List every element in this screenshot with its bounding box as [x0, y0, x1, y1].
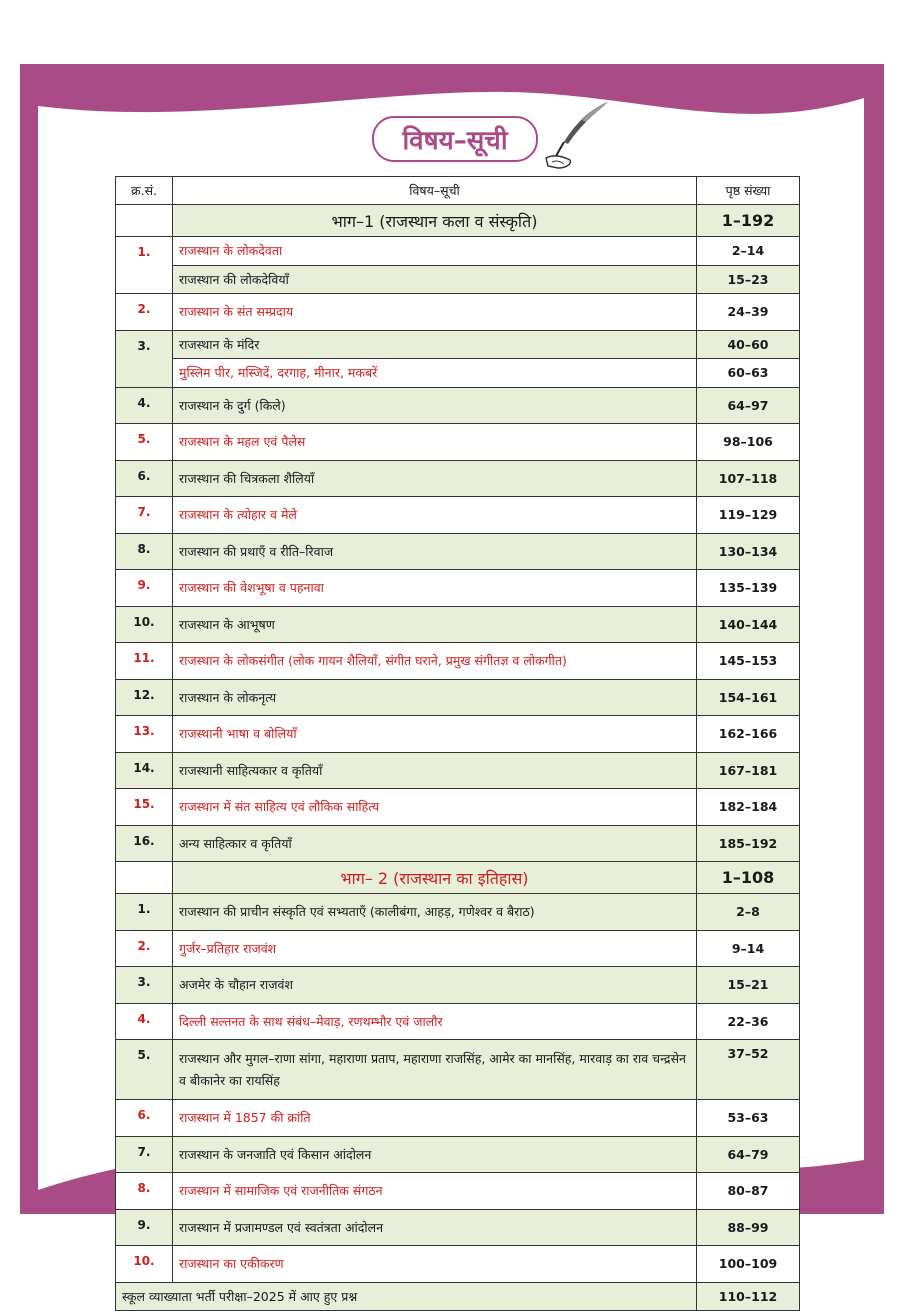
- row-topic: राजस्थान के दुर्ग (किले): [173, 387, 697, 424]
- part2-title: भाग– 2 (राजस्थान का इतिहास): [173, 862, 697, 894]
- row-number: 16.: [116, 825, 173, 862]
- row-number: 7.: [116, 497, 173, 534]
- row-pages: 98–106: [697, 424, 800, 461]
- table-row: [116, 1003, 800, 1040]
- row-topic: राजस्थान में 1857 की क्रांति: [173, 1100, 697, 1137]
- row-number: 10.: [116, 606, 173, 643]
- row-pages: 154–161: [697, 679, 800, 716]
- row-number: 2.: [116, 294, 173, 331]
- table-row: [116, 1209, 800, 1246]
- row-pages: 162–166: [697, 716, 800, 753]
- table-row: [116, 716, 800, 753]
- footer-pages: 110–112: [697, 1282, 800, 1311]
- row-pages: 119–129: [697, 497, 800, 534]
- row-number: 8.: [116, 533, 173, 570]
- row-pages: 9–14: [697, 930, 800, 967]
- row-topic: राजस्थान के लोकनृत्य: [173, 679, 697, 716]
- row-pages: 24–39: [697, 294, 800, 331]
- table-row: [116, 1246, 800, 1283]
- row-topic: राजस्थान के जनजाति एवं किसान आंदोलन: [173, 1136, 697, 1173]
- table-header-row: [116, 177, 800, 205]
- row-number: 2.: [116, 930, 173, 967]
- row-number: 15.: [116, 789, 173, 826]
- row-pages: 2–14: [697, 237, 800, 266]
- row-number: 4.: [116, 1003, 173, 1040]
- row-number: 3.: [116, 967, 173, 1004]
- part1-heading-row: [116, 205, 800, 237]
- row-pages: 22–36: [697, 1003, 800, 1040]
- table-row: [116, 825, 800, 862]
- table-row: [116, 1173, 800, 1210]
- row-pages: 60–63: [697, 359, 800, 388]
- row-number: 4.: [116, 387, 173, 424]
- row-topic: गुर्जर–प्रतिहार राजवंश: [173, 930, 697, 967]
- row-pages: 107–118: [697, 460, 800, 497]
- row-pages: 15–23: [697, 265, 800, 294]
- row-pages: 100–109: [697, 1246, 800, 1283]
- row-number: 13.: [116, 716, 173, 753]
- row-number: 1.: [116, 894, 173, 931]
- table-row: [116, 359, 800, 388]
- table-row: [116, 643, 800, 680]
- table-row: [116, 330, 800, 359]
- row-pages: 15–21: [697, 967, 800, 1004]
- row-pages: 37–52: [697, 1040, 800, 1100]
- row-topic: राजस्थानी भाषा व बोलियाँ: [173, 716, 697, 753]
- row-number: 6.: [116, 1100, 173, 1137]
- table-row: [116, 894, 800, 931]
- row-pages: 40–60: [697, 330, 800, 359]
- row-topic: राजस्थान में संत साहित्य एवं लौकिक साहित्य: [173, 789, 697, 826]
- table-row: [116, 533, 800, 570]
- row-pages: 185–192: [697, 825, 800, 862]
- row-number: 10.: [116, 1246, 173, 1283]
- row-number: 7.: [116, 1136, 173, 1173]
- contents-table: [115, 176, 800, 1311]
- row-pages: 167–181: [697, 752, 800, 789]
- row-topic: राजस्थान में प्रजामण्डल एवं स्वतंत्रता आंदोलन: [173, 1209, 697, 1246]
- row-number: 1.: [116, 237, 173, 294]
- part2-heading-row: [116, 862, 800, 894]
- table-row: [116, 679, 800, 716]
- header-subject: विषय–सूची: [173, 177, 697, 205]
- row-topic: राजस्थान के महल एवं पैलेस: [173, 424, 697, 461]
- row-number: 9.: [116, 1209, 173, 1246]
- header-pages: पृष्ठ संख्या: [697, 177, 800, 205]
- table-row: [116, 265, 800, 294]
- row-topic: दिल्ली सल्तनत के साथ संबंध–मेवाड़, रणथम्भौर एवं जालौर: [173, 1003, 697, 1040]
- page-title-box: [372, 116, 538, 162]
- table-row: [116, 424, 800, 461]
- table-row: [116, 237, 800, 266]
- row-pages: 182–184: [697, 789, 800, 826]
- row-pages: 2–8: [697, 894, 800, 931]
- row-topic: राजस्थान में सामाजिक एवं राजनीतिक संगठन: [173, 1173, 697, 1210]
- row-pages: 130–134: [697, 533, 800, 570]
- quill-pen-icon: [542, 98, 614, 170]
- row-topic: राजस्थान के त्योहार व मेले: [173, 497, 697, 534]
- footer-row: [116, 1282, 800, 1311]
- table-row: [116, 1100, 800, 1137]
- row-pages: 64–97: [697, 387, 800, 424]
- table-row: [116, 460, 800, 497]
- table-row: [116, 752, 800, 789]
- row-topic: राजस्थान का एकीकरण: [173, 1246, 697, 1283]
- table-row: [116, 789, 800, 826]
- row-topic: राजस्थान के लोकदेवता: [173, 237, 697, 266]
- row-topic: राजस्थान की प्रथाएँ व रीति–रिवाज: [173, 533, 697, 570]
- table-row: [116, 1040, 800, 1100]
- row-pages: 135–139: [697, 570, 800, 607]
- row-number: 12.: [116, 679, 173, 716]
- row-topic: राजस्थान के संत सम्प्रदाय: [173, 294, 697, 331]
- table-row: [116, 930, 800, 967]
- table-row: [116, 570, 800, 607]
- row-topic: अन्य साहित्कार व कृतियाँ: [173, 825, 697, 862]
- row-topic: राजस्थान की वेशभूषा व पहनावा: [173, 570, 697, 607]
- row-topic: राजस्थान के लोकसंगीत (लोक गायन शैलियाँ, संगीत घराने, प्रमुख संगीतज्ञ व लोकगीत): [173, 643, 697, 680]
- table-row: [116, 967, 800, 1004]
- row-number: 6.: [116, 460, 173, 497]
- row-topic: राजस्थान की प्राचीन संस्कृति एवं सभ्यताएँ (कालीबंगा, आहड़, गणेश्वर व बैराठ): [173, 894, 697, 931]
- part1-pages: 1–192: [697, 205, 800, 237]
- table-row: [116, 1136, 800, 1173]
- row-number: 5.: [116, 1040, 173, 1100]
- part1-title: भाग–1 (राजस्थान कला व संस्कृति): [173, 205, 697, 237]
- header-sno: क्र.सं.: [116, 177, 173, 205]
- row-topic: मुस्लिम पीर, मस्जिदें, दरगाह, मीनार, मकबरें: [173, 359, 697, 388]
- row-pages: 145–153: [697, 643, 800, 680]
- footer-text: स्कूल व्याख्याता भर्ती परीक्षा–2025 में आए हुए प्रश्न: [116, 1282, 697, 1311]
- row-topic: राजस्थान के मंदिर: [173, 330, 697, 359]
- row-topic: राजस्थानी साहित्यकार व कृतियाँ: [173, 752, 697, 789]
- table-row: [116, 606, 800, 643]
- row-number: 9.: [116, 570, 173, 607]
- row-pages: 140–144: [697, 606, 800, 643]
- row-pages: 53–63: [697, 1100, 800, 1137]
- row-topic: अजमेर के चौहान राजवंश: [173, 967, 697, 1004]
- row-number: 3.: [116, 330, 173, 387]
- part2-pages: 1–108: [697, 862, 800, 894]
- page-title: विषय–सूची: [402, 126, 508, 156]
- row-number: 5.: [116, 424, 173, 461]
- row-topic: राजस्थान की लोकदेवियाँ: [173, 265, 697, 294]
- row-topic: राजस्थान और मुगल–राणा सांगा, महाराणा प्रताप, महाराणा राजसिंह, आमेर का मानसिंह, मारवाड़ का राव चन्द्रसेन व बीकानेर का रायसिंह: [173, 1040, 697, 1100]
- row-number: 14.: [116, 752, 173, 789]
- row-pages: 88–99: [697, 1209, 800, 1246]
- row-pages: 64–79: [697, 1136, 800, 1173]
- row-pages: 80–87: [697, 1173, 800, 1210]
- row-topic: राजस्थान के आभूषण: [173, 606, 697, 643]
- row-number: 11.: [116, 643, 173, 680]
- row-number: 8.: [116, 1173, 173, 1210]
- table-row: [116, 497, 800, 534]
- table-row: [116, 294, 800, 331]
- row-topic: राजस्थान की चित्रकला शैलियाँ: [173, 460, 697, 497]
- table-row: [116, 387, 800, 424]
